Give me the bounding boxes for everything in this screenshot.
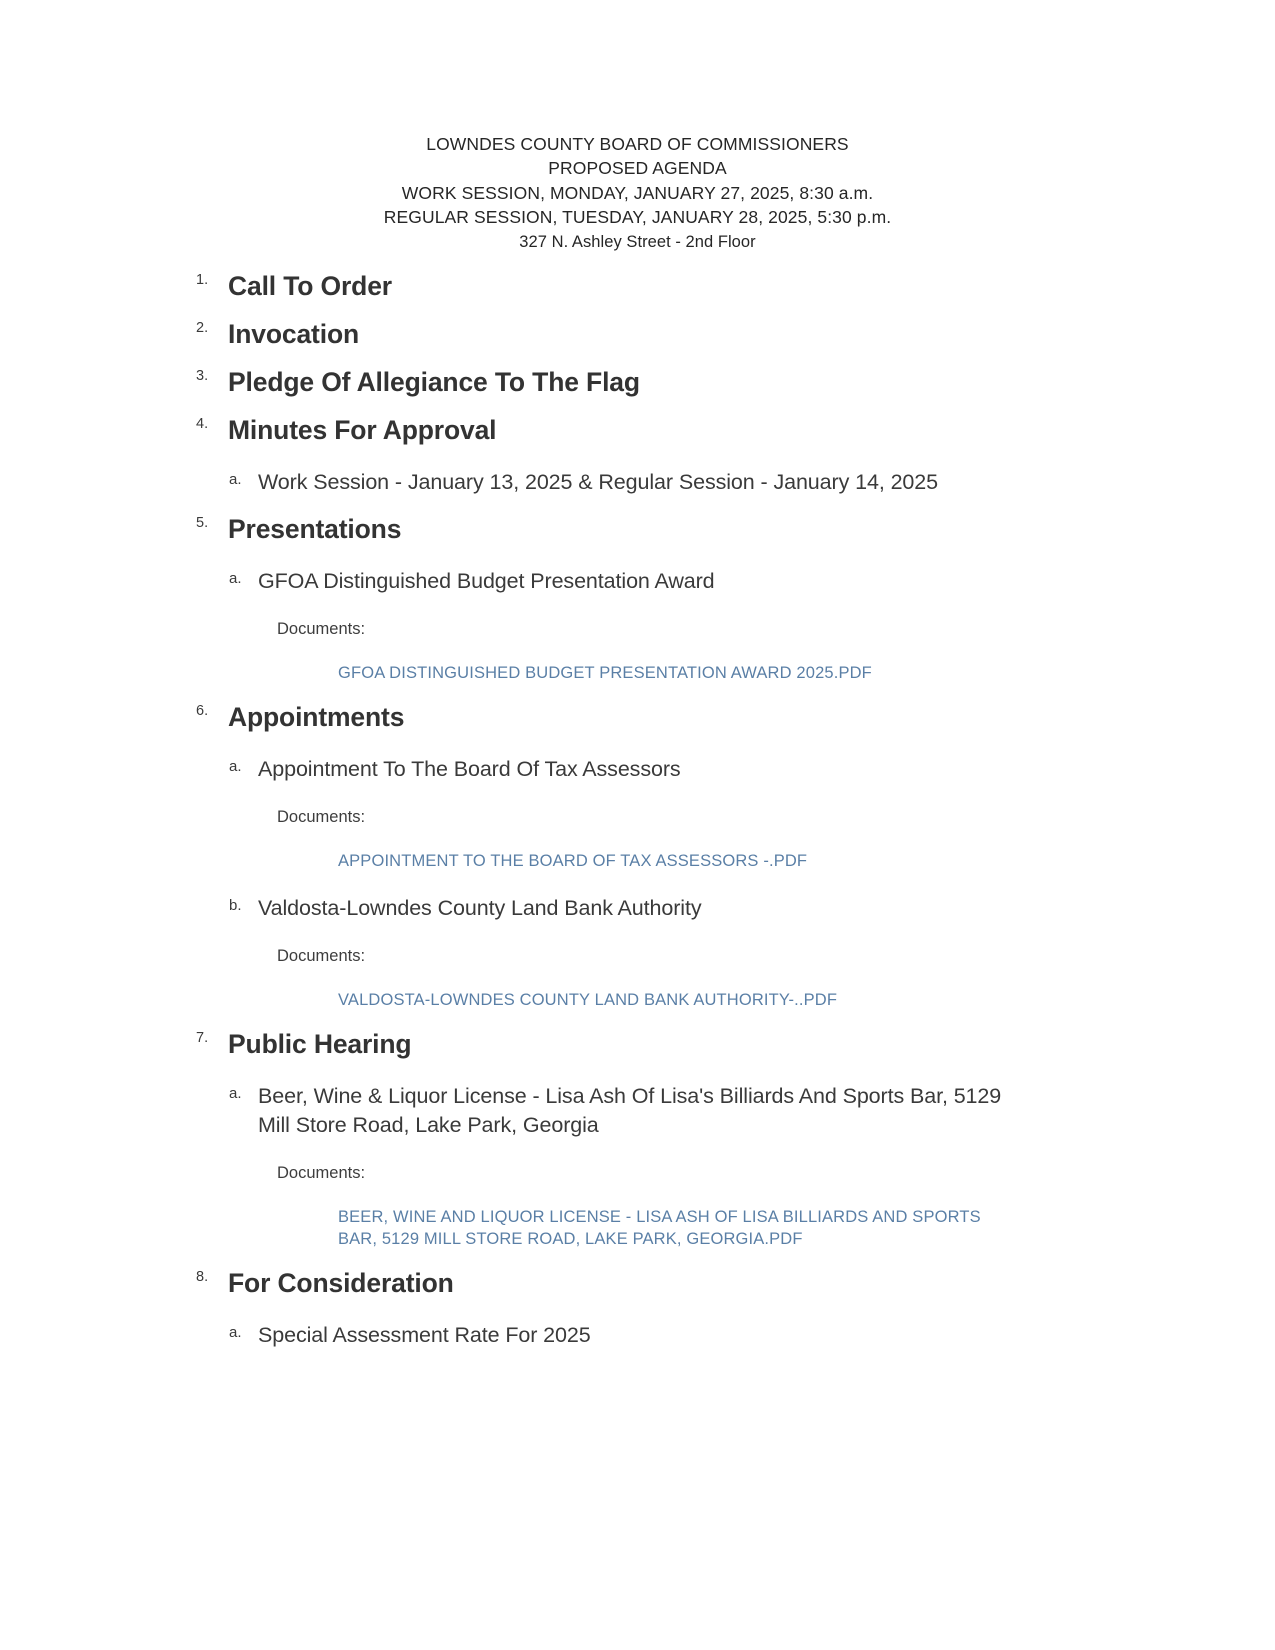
agenda-section-row	[0, 415, 1275, 446]
agenda-subitem-text: Beer, Wine & Liquor License - Lisa Ash Of Lisa's Billiards And Sports Bar, 5129 Mill Store Road, Lake Park, Georgia	[258, 1083, 1002, 1137]
agenda-subitem-text: Valdosta-Lowndes County Land Bank Authority	[258, 896, 702, 921]
agenda-section	[0, 319, 1275, 350]
header-line-document-type: PROPOSED AGENDA	[548, 158, 727, 179]
header-line-organization: LOWNDES COUNTY BOARD OF COMMISSIONERS	[426, 134, 849, 154]
agenda-subitem-row	[0, 1082, 1275, 1140]
agenda-section	[0, 1029, 1275, 1251]
agenda-section-row	[0, 319, 1275, 350]
agenda-subitem-row	[0, 468, 1275, 497]
agenda-section-number: 1.	[196, 272, 209, 289]
agenda-subitem-text: Appointment To The Board Of Tax Assessors	[258, 756, 681, 781]
agenda-section-number: 5.	[196, 515, 209, 532]
agenda-subitem-letter: a.	[229, 1084, 242, 1102]
agenda-section-number: 4.	[196, 416, 209, 433]
agenda-section	[0, 702, 1275, 1012]
agenda-section-number: 3.	[196, 368, 209, 385]
agenda-subitem-text: GFOA Distinguished Budget Presentation Award	[258, 569, 715, 594]
agenda-subitem-text: Work Session - January 13, 2025 & Regular Session - January 14, 2025	[258, 470, 938, 495]
agenda-section	[0, 415, 1275, 497]
agenda-subitem-letter: a.	[229, 471, 242, 489]
agenda-section-title: Pledge Of Allegiance To The Flag	[228, 367, 640, 398]
document-link[interactable]: APPOINTMENT TO THE BOARD OF TAX ASSESSORS -.PDF	[338, 851, 808, 870]
agenda-section-title: For Consideration	[228, 1267, 454, 1298]
agenda-section-title: Call To Order	[228, 271, 392, 302]
document-header	[0, 0, 1275, 254]
documents-label: Documents:	[277, 1163, 366, 1182]
agenda-section-title: Public Hearing	[228, 1028, 412, 1059]
agenda-section-number: 6.	[196, 702, 209, 719]
document-link[interactable]: BEER, WINE AND LIQUOR LICENSE - LISA ASH OF LISA BILLIARDS AND SPORTS BAR, 5129 MILL STORE ROAD, LAKE PARK, GEORGIA.PDF	[338, 1207, 981, 1249]
agenda-subitem-row	[0, 567, 1275, 596]
agenda-section-row	[0, 1268, 1275, 1299]
agenda-section	[0, 367, 1275, 398]
agenda-section	[0, 1268, 1275, 1350]
agenda-subitem-row	[0, 894, 1275, 923]
agenda-section	[0, 271, 1275, 302]
header-line-address: 327 N. Ashley Street - 2nd Floor	[519, 232, 756, 251]
documents-label: Documents:	[277, 807, 366, 826]
documents-label: Documents:	[277, 947, 366, 966]
document-link[interactable]: VALDOSTA-LOWNDES COUNTY LAND BANK AUTHORITY-..PDF	[338, 991, 838, 1010]
agenda-section-number: 2.	[196, 320, 209, 337]
agenda-section-row	[0, 367, 1275, 398]
agenda-subitem-letter: a.	[229, 757, 242, 775]
header-line-regular-session: REGULAR SESSION, TUESDAY, JANUARY 28, 2025, 5:30 p.m.	[383, 207, 892, 228]
header-line-work-session: WORK SESSION, MONDAY, JANUARY 27, 2025, 8:30 a.m.	[401, 182, 874, 203]
agenda-subitem-row	[0, 1321, 1275, 1350]
agenda-section-number: 7.	[196, 1029, 209, 1046]
agenda-section-row	[0, 514, 1275, 545]
agenda-subitem-row	[0, 755, 1275, 784]
agenda-subitem-letter: a.	[229, 570, 242, 588]
agenda-section-title: Presentations	[228, 514, 402, 545]
agenda-section-row	[0, 1029, 1275, 1060]
agenda-list	[0, 271, 1275, 1350]
agenda-subitem-letter: a.	[229, 1323, 242, 1341]
agenda-section-title: Minutes For Approval	[228, 415, 497, 446]
agenda-section-row	[0, 271, 1275, 302]
agenda-section-title: Invocation	[228, 319, 360, 350]
documents-label: Documents:	[277, 620, 366, 639]
agenda-section-number: 8.	[196, 1268, 209, 1285]
agenda-subitem-letter: b.	[229, 897, 242, 915]
agenda-subitem-text: Special Assessment Rate For 2025	[258, 1322, 591, 1347]
document-link[interactable]: GFOA DISTINGUISHED BUDGET PRESENTATION AWARD 2025.PDF	[338, 664, 872, 683]
agenda-section	[0, 514, 1275, 685]
agenda-section-row	[0, 702, 1275, 733]
agenda-section-title: Appointments	[228, 701, 405, 732]
